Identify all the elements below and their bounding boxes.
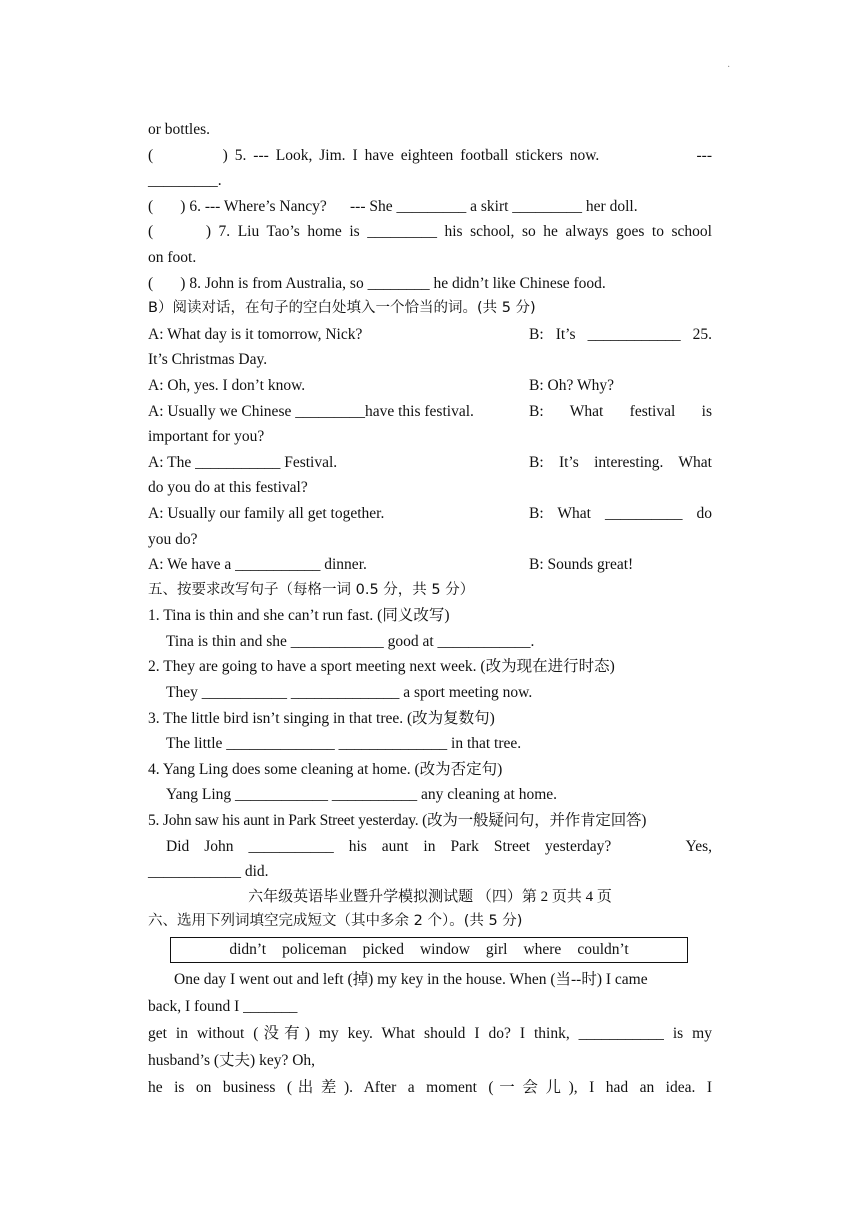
dialogue-row [148,450,712,476]
word-bank-item: girl [485,941,508,959]
passage-line: One day I went out and left (掉) my key in the house. When (当--时) I came [174,971,648,989]
word-bank-item: picked [362,941,404,959]
passage-line: get in without (没有) my key. What should I do? I think, ___________ is my [148,1025,712,1043]
rewrite-question: 2. They are going to have a sport meeting next week. (改为现在进行时态) [148,658,615,676]
speaker-b: B: What __________ do [529,504,712,522]
speaker-b: B: It’s ____________ 25. [529,325,712,343]
text-line: or bottles. [148,121,210,138]
question-8: ( ) 8. John is from Australia, so ________ he didn’t like Chinese food. [148,274,606,292]
dialogue-row [148,322,712,348]
question-6: ( ) 6. --- Where’s Nancy? --- She _________ a skirt _________ her doll. [148,197,638,215]
rewrite-answer: Did John ___________ his aunt in Park Street yesterday? Yes, [166,837,712,855]
passage-line: back, I found I _______ [148,998,298,1016]
word-bank-item: where [523,941,562,959]
question-5: ( ) 5. --- Look, Jim. I have eighteen football stickers now. --- [148,146,712,164]
speaker-b: B: Oh? Why? [529,376,614,394]
speaker-a: A: We have a ___________ dinner. [148,556,367,574]
dialogue-cont: do you do at this festival? [148,479,308,497]
passage-line: husband’s (丈夫) key? Oh, [148,1052,316,1070]
speaker-b: B: It’s interesting. What [529,453,712,471]
word-bank [170,937,688,963]
dialogue-row [148,552,712,578]
dialogue-row [148,501,712,527]
speaker-a: A: Usually we Chinese _________have this festival. [148,402,474,420]
rewrite-question: 1. Tina is thin and she can’t run fast. (同义改写) [148,607,450,625]
dialogue-cont: important for you? [148,428,265,446]
section-b-title: B）阅读对话，在句子的空白处填入一个恰当的词。(共 5 分) [148,300,536,317]
word-bank-item: couldn’t [577,941,629,959]
dialogue-row [148,373,712,399]
speaker-a: A: Usually our family all get together. [148,504,385,522]
dialogue-cont: you do? [148,530,198,548]
rewrite-answer: They ___________ ______________ a sport meeting now. [166,684,533,702]
answer-blank-5: _________. [148,172,222,190]
speaker-a: A: Oh, yes. I don’t know. [148,376,306,394]
speaker-a: A: The ___________ Festival. [148,453,338,471]
rewrite-answer: Yang Ling ____________ ___________ any cleaning at home. [166,786,558,804]
rewrite-question: 5. John saw his aunt in Park Street yesterday. (改为一般疑问句，并作肯定回答) [148,812,647,830]
dialogue-cont: It’s Christmas Day. [148,351,268,369]
speaker-b: B: Sounds great! [529,556,634,574]
page-content [148,117,712,1101]
dialogue-row [148,399,712,425]
rewrite-answer-cont: ____________ did. [148,863,269,881]
question-7: ( ) 7. Liu Tao’s home is _________ his school, so he always goes to school [148,223,712,241]
page-footer: 六年级英语毕业暨升学模拟测试题 （四）第 2 页共 4 页 [248,888,612,905]
rewrite-question: 4. Yang Ling does some cleaning at home. (改为否定句) [148,760,503,778]
word-bank-item: window [419,941,470,959]
rewrite-answer: The little ______________ ______________ in that tree. [166,735,522,753]
section-6-title: 六、选用下列词填空完成短文（其中多余 2 个）。(共 5 分) [148,912,523,929]
speaker-b: B: What festival is [529,402,712,420]
rewrite-answer: Tina is thin and she ____________ good at ____________. [166,632,535,650]
speaker-a: A: What day is it tomorrow, Nick? [148,325,363,343]
word-bank-item: didn’t [229,941,267,959]
question-7-cont: on foot. [148,248,197,266]
corner-mark: · [727,62,731,73]
passage-line: he is on business ( 出 差 ). After a moment ( 一 会 儿 ), I had an idea. I [148,1079,712,1097]
section-5-title: 五、按要求改写句子（每格一词 0.5 分，共 5 分） [148,581,475,598]
rewrite-question: 3. The little bird isn’t singing in that tree. (改为复数句) [148,709,495,727]
word-bank-item: policeman [282,941,347,959]
